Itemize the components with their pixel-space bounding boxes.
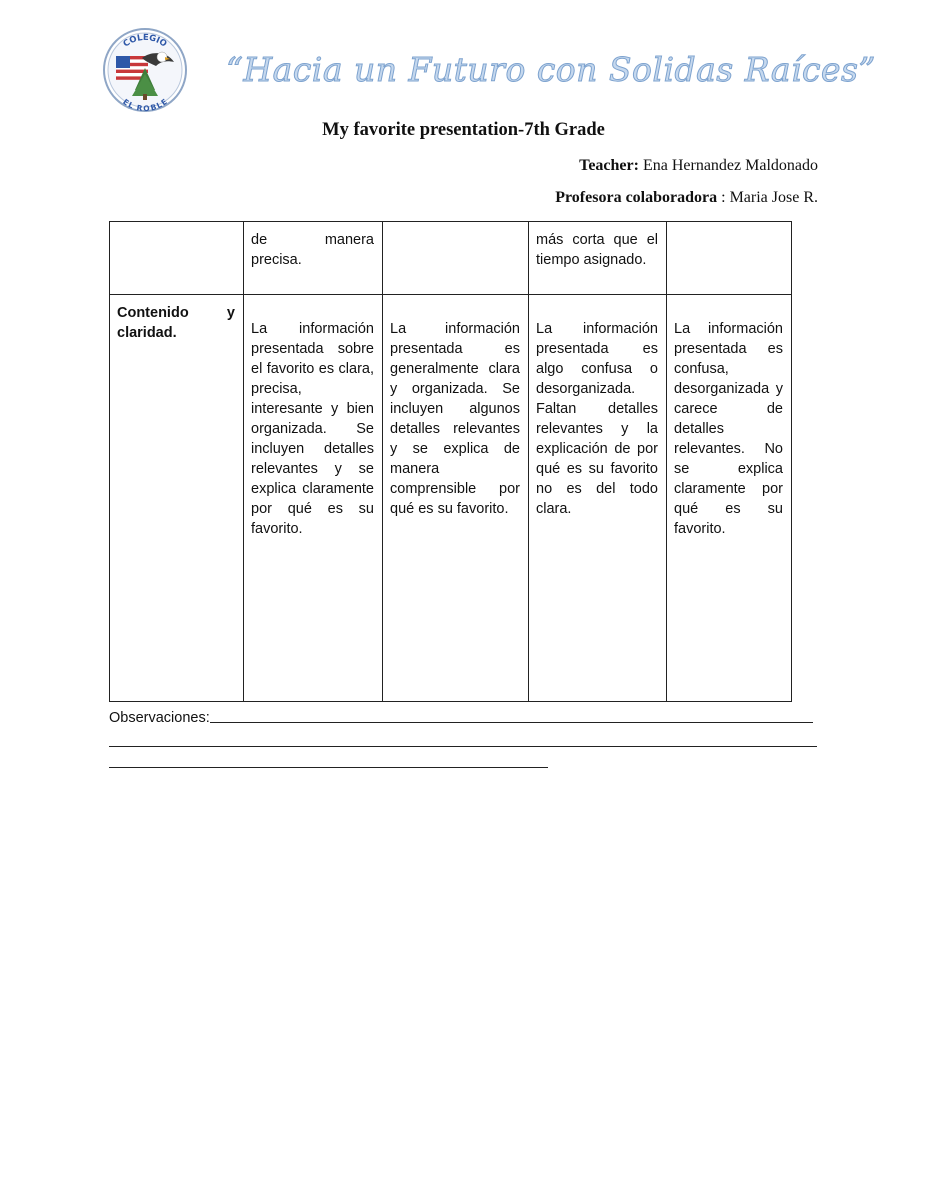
page-title: My favorite presentation-7th Grade [322, 120, 605, 140]
teacher-label: Teacher: [579, 157, 639, 174]
observations-line-2[interactable] [109, 746, 817, 747]
teacher-name: Ena Hernandez Maldonado [642, 157, 818, 174]
rubric-level-cell: La información presentada es confusa, desorganizada y carece de detalles relevantes. No se explica claramente por qué es su favorito. [667, 295, 792, 702]
teacher-line [579, 157, 818, 175]
rubric-cell: de manera precisa. [244, 222, 383, 295]
rubric-criterion: Contenido y claridad. [110, 295, 244, 702]
collaborator-line [555, 189, 818, 207]
observations-label: Observaciones: [109, 710, 210, 726]
rubric-cell [667, 222, 792, 295]
rubric-table [109, 221, 792, 702]
collaborator-label: Profesora colaboradora [555, 189, 718, 206]
collaborator-name: Maria Jose R. [729, 189, 818, 206]
rubric-cell: más corta que el tiempo asignado. [529, 222, 667, 295]
observations-field[interactable] [109, 710, 813, 726]
collaborator-separator: : [717, 189, 730, 206]
rubric-row-continued [110, 222, 792, 295]
rubric-cell [110, 222, 244, 295]
rubric-level-cell: La información presentada es algo confusa o desorganizada. Faltan detalles relevantes y la explicación de por qué es su favorito no es del todo clara. [529, 295, 667, 702]
school-logo [102, 28, 188, 112]
observations-line-3[interactable] [109, 767, 548, 768]
school-motto: “Hacia un Futuro con Solidas Raíces” [226, 50, 876, 89]
rubric-level-cell: La información presentada es generalmente clara y organizada. Se incluyen algunos detalles relevantes y se explica de manera comprensible por qué es su favorito. [383, 295, 529, 702]
logo-text-top: COLEGIO [121, 32, 169, 50]
rubric-level-cell: La información presentada sobre el favorito es clara, precisa, interesante y bien organizada. Se incluyen detalles relevantes y se explica claramente por qué es su favorito. [244, 295, 383, 702]
observations-line-1[interactable] [210, 721, 813, 723]
logo-text-bottom: EL ROBLE [121, 97, 169, 112]
rubric-cell [383, 222, 529, 295]
rubric-row-contenido [110, 295, 792, 702]
